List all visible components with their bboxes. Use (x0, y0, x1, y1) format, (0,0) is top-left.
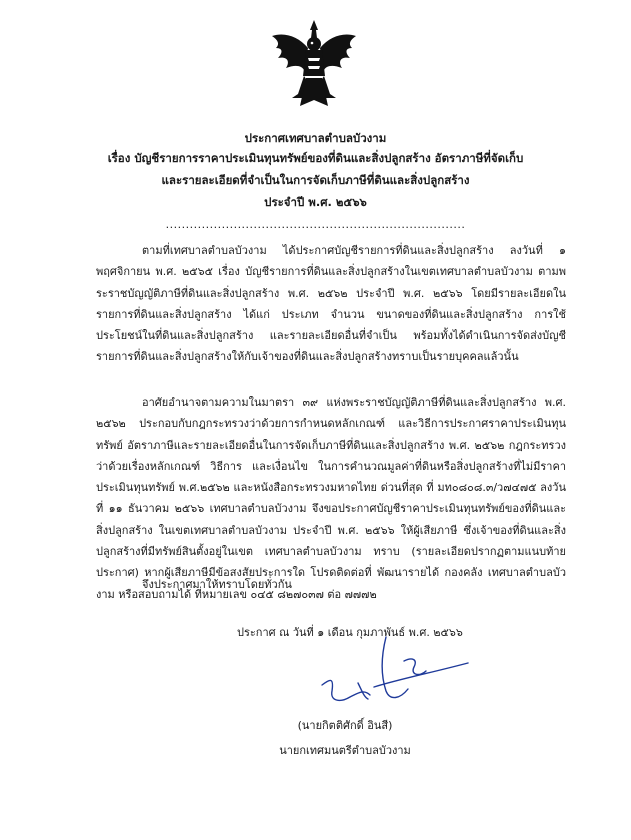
handwritten-signature-icon (300, 633, 475, 713)
signer-name: (นายกิตติศักดิ์ อินสี) (297, 719, 393, 732)
body-paragraph-1: ตามที่เทศบาลตำบลบัวงาม ได้ประกาศบัญชีรายการที่ดินและสิ่งปลูกสร้าง ลงวันที่ ๑ พฤศจิกายน พ.ศ. ๒๕๖๕ เรื่อง บัญชีรายการที่ดินและสิ่งปลูกสร้างในเขตเทศบาลตำบลบัวงาม ตามพระราชบัญญัติภาษีที่ดินและสิ่งปลูกสร้าง พ.ศ. ๒๕๖๒ ประจำปี พ.ศ. ๒๕๖๖ โดยมีรายละเอียดในรายการที่ดินและสิ่งปลูกสร้าง ได้แก่ ประเภท จำนวน ขนาดของที่ดินและสิ่งปลูกสร้าง การใช้ประโยชน์ในที่ดินและสิ่งปลูกสร้าง และรายละเอียดอื่นที่จำเป็น พร้อมทั้งได้ดำเนินการจัดส่งบัญชีรายการที่ดินและสิ่งปลูกสร้างให้กับเจ้าของที่ดินและสิ่งปลูกสร้างทราบเป็นรายบุคคลแล้วนั้น (96, 244, 566, 364)
fiscal-year: ประจำปี พ.ศ. ๒๕๖๖ (264, 195, 367, 209)
subject-line-2: และรายละเอียดที่จำเป็นในการจัดเก็บภาษีที่ดินและสิ่งปลูกสร้าง (161, 173, 470, 187)
announcement-title: ประกาศเทศบาลตำบลบัวงาม (244, 131, 387, 145)
signer-position: นายกเทศมนตรีตำบลบัวงาม (279, 744, 411, 757)
subject-line-1: เรื่อง บัญชีรายการราคาประเมินทุนทรัพย์ของที่ดินและสิ่งปลูกสร้าง อัตราภาษีที่จัดเก็บ (107, 151, 524, 165)
garuda-emblem-icon (268, 18, 360, 114)
separator-line: ........................................................................... (165, 218, 466, 231)
announcement-date: ประกาศ ณ วันที่ ๑ เดือน กุมภาพันธ์ พ.ศ. ๒๕๖๖ (237, 626, 463, 639)
body-paragraph-2: อาศัยอำนาจตามความในมาตรา ๓๙ แห่งพระราชบัญญัติภาษีที่ดินและสิ่งปลูกสร้าง พ.ศ. ๒๕๖๒ ประกอบกับกฎกระทรวงว่าด้วยการกำหนดหลักเกณฑ์ และวิธีการประกาศราคาประเมินทุนทรัพย์ อัตราภาษีและรายละเอียดอื่นในการจัดเก็บภาษีที่ดินและสิ่งปลูกสร้าง พ.ศ. ๒๕๖๒ กฎกระทรวงว่าด้วยเรื่องหลักเกณฑ์ วิธีการ และเงื่อนไข ในการคำนวณมูลค่าที่ดินหรือสิ่งปลูกสร้างที่ไม่มีราคาประเมินทุนทรัพย์ พ.ศ.๒๕๖๒ และหนังสือกระทรวงมหาดไทย ด่วนที่สุด ที่ มท๐๘๐๘.๓/ว๗๔๗๕ ลงวันที่ ๑๑ ธันวาคม ๒๕๖๖ เทศบาลตำบลบัวงาม จึงขอประกาศบัญชีราคาประเมินทุนทรัพย์ของที่ดินและสิ่งปลูกสร้าง ในเขตเทศบาลตำบลบัวงาม ประจำปี พ.ศ. ๒๕๖๖ ให้ผู้เสียภาษี ซึ่งเจ้าของที่ดินและสิ่งปลูกสร้างที่มีทรัพย์สินตั้งอยู่ในเขต เทศบาลตำบลบัวงาม ทราบ (รายละเอียดปรากฏตามแนบท้ายประกาศ) หากผู้เสียภาษีมีข้อสงสัยประการใด โปรดติดต่อที่ พัฒนารายได้ กองคลัง เทศบาลตำบลบัวงาม หรือสอบถามได้ ที่หมายเลข ๐๔๕ ๘๒๗๐๓๗ ต่อ ๗๗๗๒ (96, 396, 566, 601)
closing-statement: จึงประกาศมาให้ทราบโดยทั่วกัน (142, 578, 292, 591)
